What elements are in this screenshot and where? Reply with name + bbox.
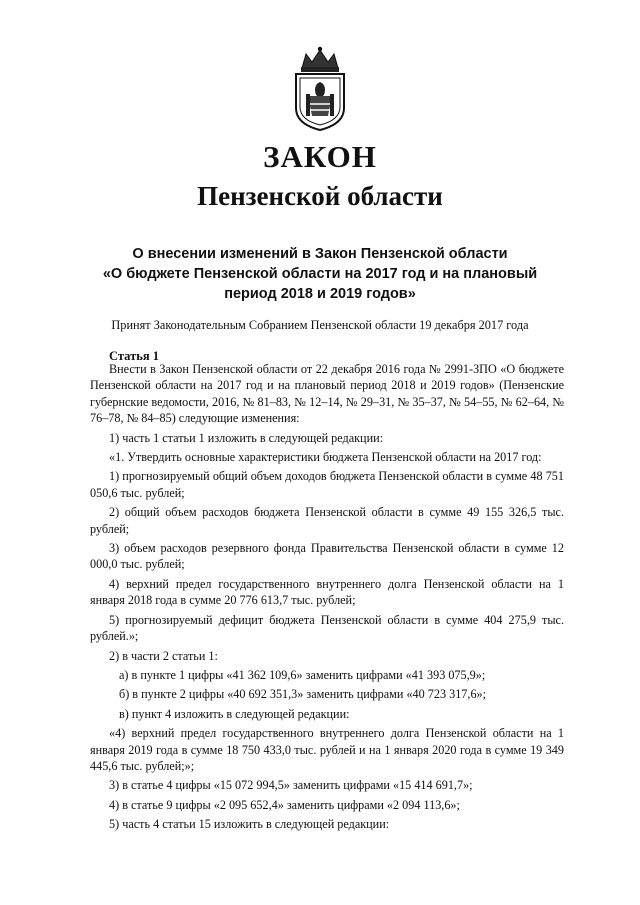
paragraph: 5) часть 4 статьи 15 изложить в следующей редакции: xyxy=(109,817,390,832)
paragraph: 3) объем расходов резервного фонда Правительства Пензенской области в сумме 12 000,0 тыс. рублей; xyxy=(90,541,564,572)
law-heading xyxy=(70,244,570,304)
paragraph: б) в пункте 2 цифры «40 692 351,3» заменить цифрами «40 723 317,6»; xyxy=(119,687,487,702)
paragraph: «1. Утвердить основные характеристики бюджета Пензенской области на 2017 год: xyxy=(109,450,542,465)
paragraph: Внести в Закон Пензенской области от 22 декабря 2016 года № 2991-ЗПО «О бюджете Пензенской области на 2017 год и на плановый период 2018 и 2019 годов» (Пензенские губернские ведомости, 2016, № 81–83, № 12–14, № 29–31, № 35–37, № 54–55, № 62–64, № 76–78, № 84–85) следующие изменения: xyxy=(90,362,564,426)
paragraph: 2) в части 2 статьи 1: xyxy=(109,648,218,663)
document-title: ЗАКОН xyxy=(263,139,377,174)
coat-of-arms-icon xyxy=(288,46,352,132)
document-subtitle: Пензенской области xyxy=(197,181,443,211)
paragraph: «4) верхний предел государственного внутреннего долга Пензенской области на 1 января 2019 года в сумме 18 750 433,0 тыс. рублей и на 1 января 2020 года в сумме 19 349 445,6 тыс. рублей;»; xyxy=(90,726,564,773)
paragraph: 4) верхний предел государственного внутреннего долга Пензенской области на 1 января 2018 года в сумме 20 776 613,7 тыс. рублей; xyxy=(90,576,564,608)
heading-line: О внесении изменений в Закон Пензенской области xyxy=(132,246,508,262)
article-body xyxy=(90,361,564,836)
heading-line: период 2018 и 2019 годов» xyxy=(224,286,416,302)
paragraph: 5) прогнозируемый дефицит бюджета Пензенской области в сумме 404 275,9 тыс. рублей.»; xyxy=(90,612,564,644)
paragraph: 1) прогнозируемый общий объем доходов бюджета Пензенской области в сумме 48 751 050,6 тыс. рублей; xyxy=(90,469,564,500)
adoption-note: Принят Законодательным Собранием Пензенской области 19 декабря 2017 года xyxy=(111,318,529,332)
article-title: Статья 1 xyxy=(109,349,159,363)
paragraph: 3) в статье 4 цифры «15 072 994,5» заменить цифрами «15 414 691,7»; xyxy=(109,778,473,793)
heading-line: «О бюджете Пензенской области на 2017 год и на плановый xyxy=(102,266,538,282)
paragraph: 1) часть 1 статьи 1 изложить в следующей редакции: xyxy=(109,430,384,445)
paragraph: 4) в статье 9 цифры «2 095 652,4» заменить цифрами «2 094 113,6»; xyxy=(109,797,460,812)
paragraph: в) пункт 4 изложить в следующей редакции: xyxy=(119,706,350,721)
paragraph: 2) общий объем расходов бюджета Пензенской области в сумме 49 155 326,5 тыс. рублей; xyxy=(90,505,564,536)
paragraph: а) в пункте 1 цифры «41 362 109,6» заменить цифрами «41 393 075,9»; xyxy=(119,667,486,682)
